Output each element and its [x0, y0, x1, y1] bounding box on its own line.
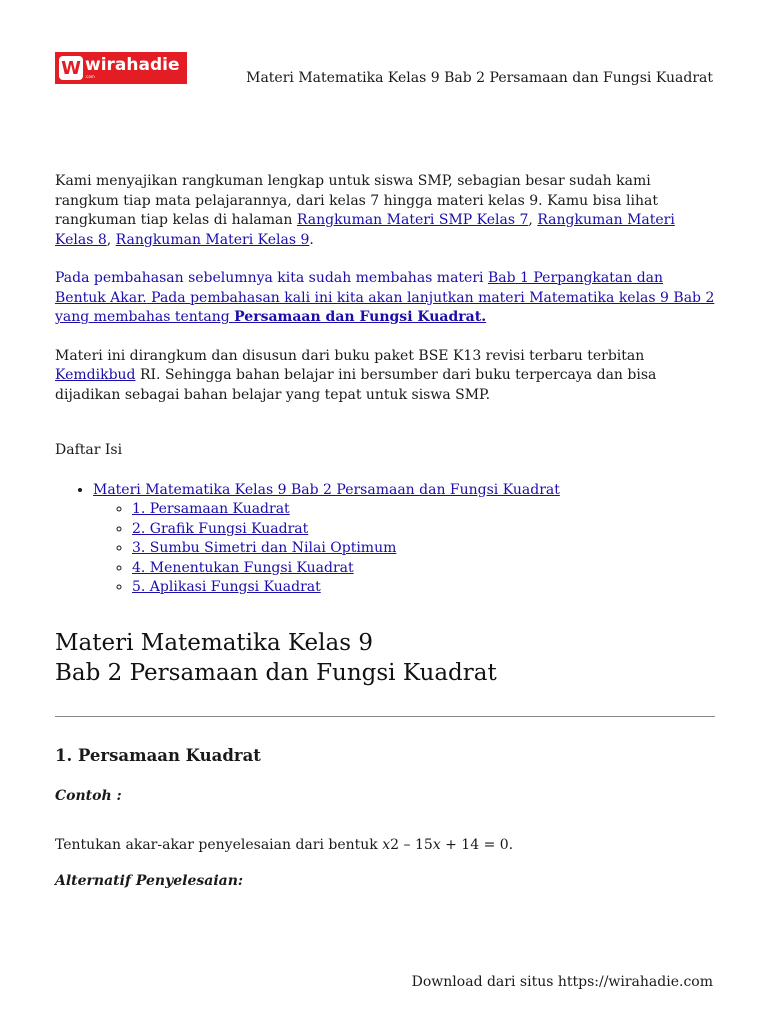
toc-sublist [93, 500, 715, 598]
toc-item [132, 500, 715, 520]
toc-item [132, 559, 715, 579]
link-kemdikbud[interactable]: Kemdikbud [55, 367, 136, 383]
section-heading-persamaan-kuadrat: 1. Persamaan Kuadrat [55, 745, 261, 765]
link-rangkuman-kelas-8[interactable]: Rangkuman Materi Kelas 8 [55, 212, 675, 248]
toc-item [132, 520, 715, 540]
toc-item [132, 539, 715, 559]
w-logo-icon: W [59, 56, 83, 80]
logo-name: wirahadie [85, 55, 180, 75]
link-bab-1[interactable]: Bab 1 Perpangkatan dan Bentuk Akar. Pada pembahasan kali ini kita akan lanjutkan materi Matematika kelas 9 Bab 2 yang membahas tentang Persamaan dan Fungsi Kuadrat. [55, 270, 715, 325]
divider [55, 716, 715, 717]
alternatif-penyelesaian-label: Alternatif Penyelesaian: [55, 872, 244, 889]
toc-link-aplikasi-fungsi[interactable]: 5. Aplikasi Fungsi Kuadrat [132, 579, 321, 595]
contoh-label: Contoh : [55, 787, 122, 804]
link-rangkuman-kelas-7[interactable]: Rangkuman Materi SMP Kelas 7 [296, 212, 529, 228]
intro-paragraph-2: Pada pembahasan sebelumnya kita sudah membahas materi Bab 1 Perpangkatan dan Bentuk Akar. Pada pembahasan kali ini kita akan lanjutkan materi Matematika kelas 9 Bab 2 yang membahas tentang Persamaan dan Fungsi Kuadrat. [55, 270, 715, 325]
footer-download-text: Download dari situs https://wirahadie.com [411, 974, 713, 990]
toc-title: Daftar Isi [55, 442, 123, 458]
intro-paragraph-1: Kami menyajikan rangkuman lengkap untuk siswa SMP, sebagian besar sudah kami rangkum tiap mata pelajarannya, dari kelas 7 hingga materi kelas 9. Kamu bisa lihat rangkuman tiap kelas di halaman Rangkuman Materi SMP Kelas 7, Rangkuman Materi Kelas 8, Rangkuman Materi Kelas 9. [55, 173, 675, 248]
table-of-contents [55, 481, 715, 598]
header-title: Materi Matematika Kelas 9 Bab 2 Persamaan dan Fungsi Kuadrat [246, 70, 713, 86]
content [55, 172, 715, 891]
toc-item-main [93, 481, 715, 598]
soal-text: Tentukan akar-akar penyelesaian dari bentuk x2 – 15x + 14 = 0. [55, 837, 514, 853]
toc-link-main[interactable]: Materi Matematika Kelas 9 Bab 2 Persamaan dan Fungsi Kuadrat [93, 481, 560, 498]
intro-paragraph-3: Materi ini dirangkum dan disusun dari buku paket BSE K13 revisi terbaru terbitan Kemdikbud RI. Sehingga bahan belajar ini bersumber dari buku terpercaya dan bisa dijadikan sebagai bahan belajar yang tepat untuk siswa SMP. [55, 347, 657, 403]
toc-link-persamaan-kuadrat[interactable]: 1. Persamaan Kuadrat [132, 501, 290, 517]
logo-tagline: .com [85, 74, 95, 79]
toc-link-menentukan-fungsi[interactable]: 4. Menentukan Fungsi Kuadrat [132, 559, 354, 576]
article-heading: Materi Matematika Kelas 9 Bab 2 Persamaan dan Fungsi Kuadrat [55, 629, 497, 686]
toc-link-sumbu-simetri[interactable]: 3. Sumbu Simetri dan Nilai Optimum [132, 540, 397, 556]
link-rangkuman-kelas-9[interactable]: Rangkuman Materi Kelas 9 [115, 231, 310, 248]
toc-item [132, 578, 715, 598]
toc-link-grafik-fungsi[interactable]: 2. Grafik Fungsi Kuadrat [132, 520, 309, 537]
wirahadie-logo[interactable] [55, 52, 187, 84]
link-bab-2: Persamaan dan Fungsi Kuadrat. [234, 309, 487, 325]
